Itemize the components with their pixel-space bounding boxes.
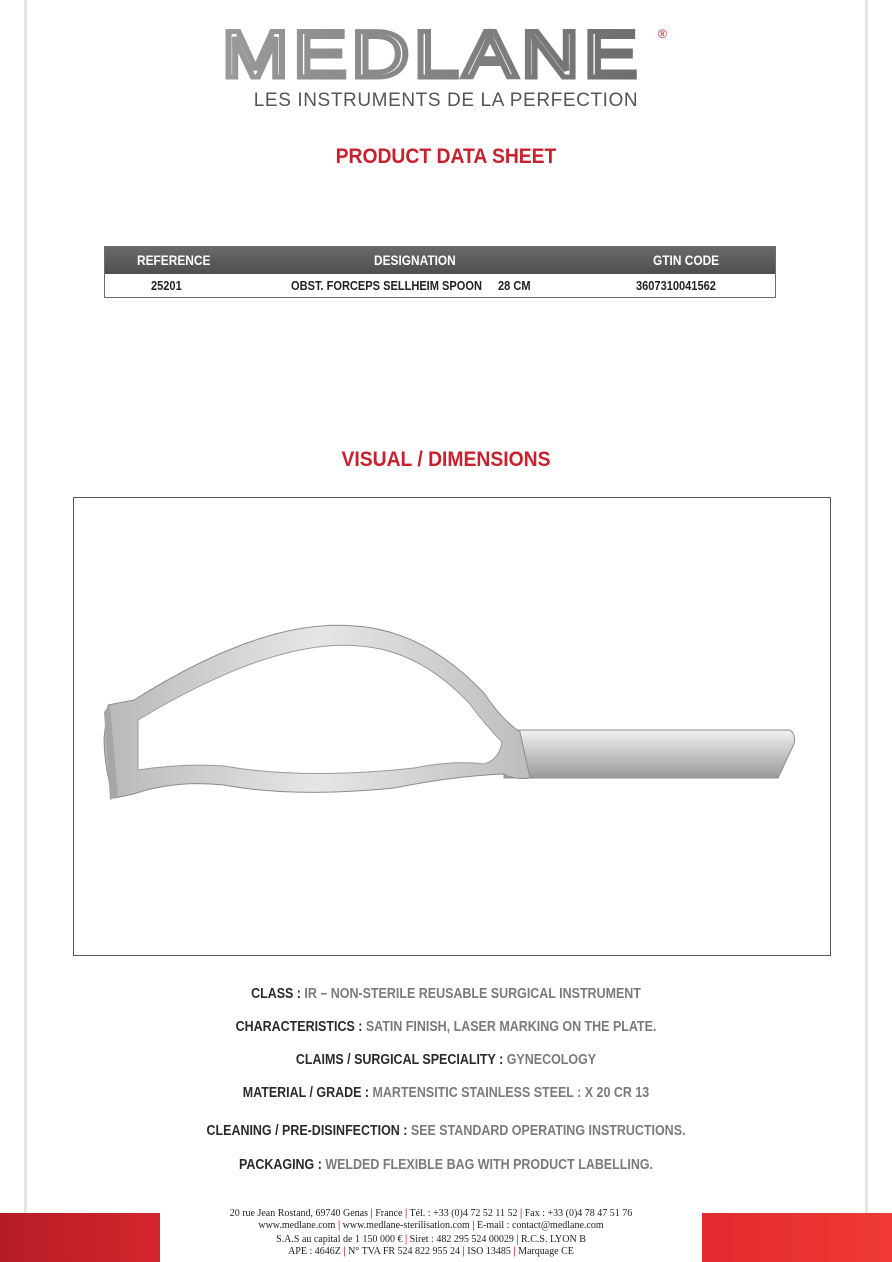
cell-reference: 25201 [151, 278, 182, 293]
header-reference: REFERENCE [137, 252, 211, 268]
visual-frame [73, 497, 831, 956]
spec-label: CLASS : [251, 986, 305, 1002]
footer-separator: | [462, 1246, 465, 1257]
spec-label: CHARACTERISTICS : [235, 1019, 366, 1035]
visual-dimensions-title: VISUAL / DIMENSIONS [341, 448, 551, 471]
cell-designation: OBST. FORCEPS SELLHEIM SPOON [291, 278, 482, 293]
footer-ce: Marquage CE [518, 1246, 574, 1257]
footer-red-bar-left [0, 1213, 160, 1262]
footer-sterilisation-link[interactable]: www.medlane-sterilisation.com [342, 1220, 470, 1231]
footer-capital: S.A.S au capital de 1 150 000 € [276, 1234, 403, 1245]
footer-separator: | [370, 1208, 373, 1219]
footer-vat: N° TVA FR 524 822 955 24 [348, 1246, 461, 1257]
footer-separator: | [404, 1234, 408, 1245]
spec-characteristics [62, 1019, 829, 1035]
spec-claims [62, 1052, 829, 1068]
footer-red-bar-right [702, 1213, 892, 1262]
footer-country: France [375, 1208, 403, 1219]
footer-website-link[interactable]: www.medlane.com [258, 1220, 336, 1231]
footer-separator: | [472, 1220, 475, 1231]
table-header-row [105, 247, 775, 274]
spec-packaging [62, 1157, 829, 1173]
footer-separator: | [337, 1220, 341, 1231]
footer-registration-line [160, 1246, 702, 1257]
footer-separator: | [404, 1208, 408, 1219]
left-border-rule [24, 0, 27, 1215]
footer-address: 20 rue Jean Rostand, 69740 Genas [229, 1208, 369, 1219]
footer-siret: Siret : 482 295 524 00029 [409, 1234, 514, 1245]
footer-ape: APE : 4646Z [288, 1246, 341, 1257]
spec-label: MATERIAL / GRADE : [242, 1085, 373, 1101]
table-row [105, 274, 775, 297]
footer-web-line [160, 1220, 702, 1231]
logo-wordmark: MEDLANE [222, 22, 642, 84]
footer-rcs: R.C.S. LYON B [521, 1234, 586, 1245]
spec-label: CLAIMS / SURGICAL SPECIALITY : [295, 1052, 507, 1068]
footer-separator: | [520, 1208, 523, 1219]
spec-class [62, 986, 829, 1002]
spec-value: MARTENSITIC STAINLESS STEEL : X 20 CR 13 [372, 1085, 650, 1101]
spec-value: IR – NON-STERILE REUSABLE SURGICAL INSTRUMENT [304, 986, 641, 1002]
footer-iso: ISO 13485 [467, 1246, 511, 1257]
cell-size: 28 CM [498, 278, 531, 293]
cell-gtin: 3607310041562 [636, 278, 716, 293]
header-gtin: GTIN CODE [653, 252, 720, 268]
footer-email-link[interactable]: E-mail : contact@medlane.com [476, 1220, 604, 1231]
right-border-rule [865, 0, 868, 1215]
spec-value: GYNECOLOGY [506, 1052, 597, 1068]
footer-phone: Tél. : +33 (0)4 72 52 11 52 [409, 1208, 518, 1219]
tagline: LES INSTRUMENTS DE LA PERFECTION [253, 90, 639, 111]
footer-separator: | [513, 1246, 516, 1257]
spec-material [62, 1085, 829, 1101]
footer-separator: | [516, 1234, 519, 1245]
footer-company-line [160, 1234, 702, 1245]
spec-cleaning [62, 1123, 829, 1139]
product-table [104, 246, 776, 298]
registered-mark: ® [658, 27, 667, 41]
footer-fax: Fax : +33 (0)4 78 47 51 76 [524, 1208, 633, 1219]
product-data-sheet-title: PRODUCT DATA SHEET [335, 145, 557, 168]
spec-label: PACKAGING : [238, 1157, 326, 1173]
medlane-logo [218, 22, 674, 84]
footer-address-line [160, 1208, 702, 1219]
spec-value: WELDED FLEXIBLE BAG WITH PRODUCT LABELLING. [325, 1157, 654, 1173]
spec-value: SEE STANDARD OPERATING INSTRUCTIONS. [410, 1123, 686, 1139]
footer-separator: | [343, 1246, 346, 1257]
header-designation: DESIGNATION [374, 252, 456, 268]
spec-label: CLEANING / PRE-DISINFECTION : [206, 1123, 411, 1139]
forceps-image [74, 498, 830, 955]
spec-value: SATIN FINISH, LASER MARKING ON THE PLATE. [365, 1019, 657, 1035]
